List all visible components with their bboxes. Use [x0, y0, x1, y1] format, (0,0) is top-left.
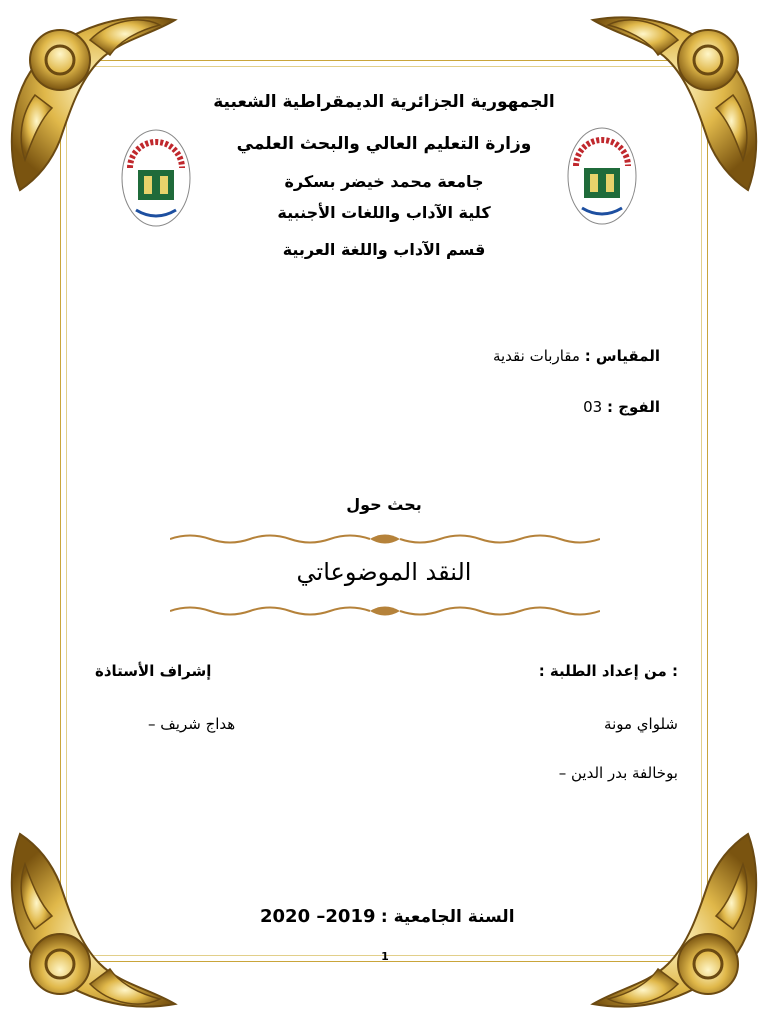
academic-year-value: 2019– 2020	[260, 906, 376, 927]
university-line: جامعة محمد خيضر بسكرة	[284, 172, 484, 191]
faculty-line: كلية الآداب واللغات الأجنبية	[277, 203, 491, 222]
module-row	[493, 347, 660, 365]
corner-ornament-bottom-right	[578, 824, 768, 1024]
ornamental-divider-top	[170, 532, 600, 546]
corner-ornament-bottom-left	[0, 824, 190, 1024]
student-name-2: بوخالفة بدر الدين –	[558, 764, 678, 782]
academic-year-row	[260, 906, 515, 927]
module-label: المقياس :	[584, 347, 660, 365]
group-label: الفوج :	[606, 398, 660, 416]
group-row	[583, 398, 660, 416]
group-value: 03	[583, 398, 603, 416]
academic-year-label: السنة الجامعية :	[380, 907, 515, 927]
page-number: 1	[381, 950, 389, 963]
supervisor-label: إشراف الأستاذة	[95, 662, 212, 680]
students-label: : من إعداد الطلبة :	[538, 662, 678, 680]
research-intro: بحث حول	[346, 495, 422, 514]
module-value: مقاربات نقدية	[492, 347, 580, 365]
research-title: النقد الموضوعاتي	[296, 558, 472, 586]
student-name-1: شلواي مونة	[604, 715, 678, 733]
republic-line: الجمهورية الجزائرية الديمقراطية الشعبية	[213, 92, 555, 112]
department-line: قسم الآداب واللغة العربية	[282, 240, 486, 259]
ministry-line: وزارة التعليم العالي والبحث العلمي	[236, 134, 532, 154]
ornamental-divider-bottom	[170, 604, 600, 618]
supervisor-name: هداج شريف –	[148, 715, 236, 733]
